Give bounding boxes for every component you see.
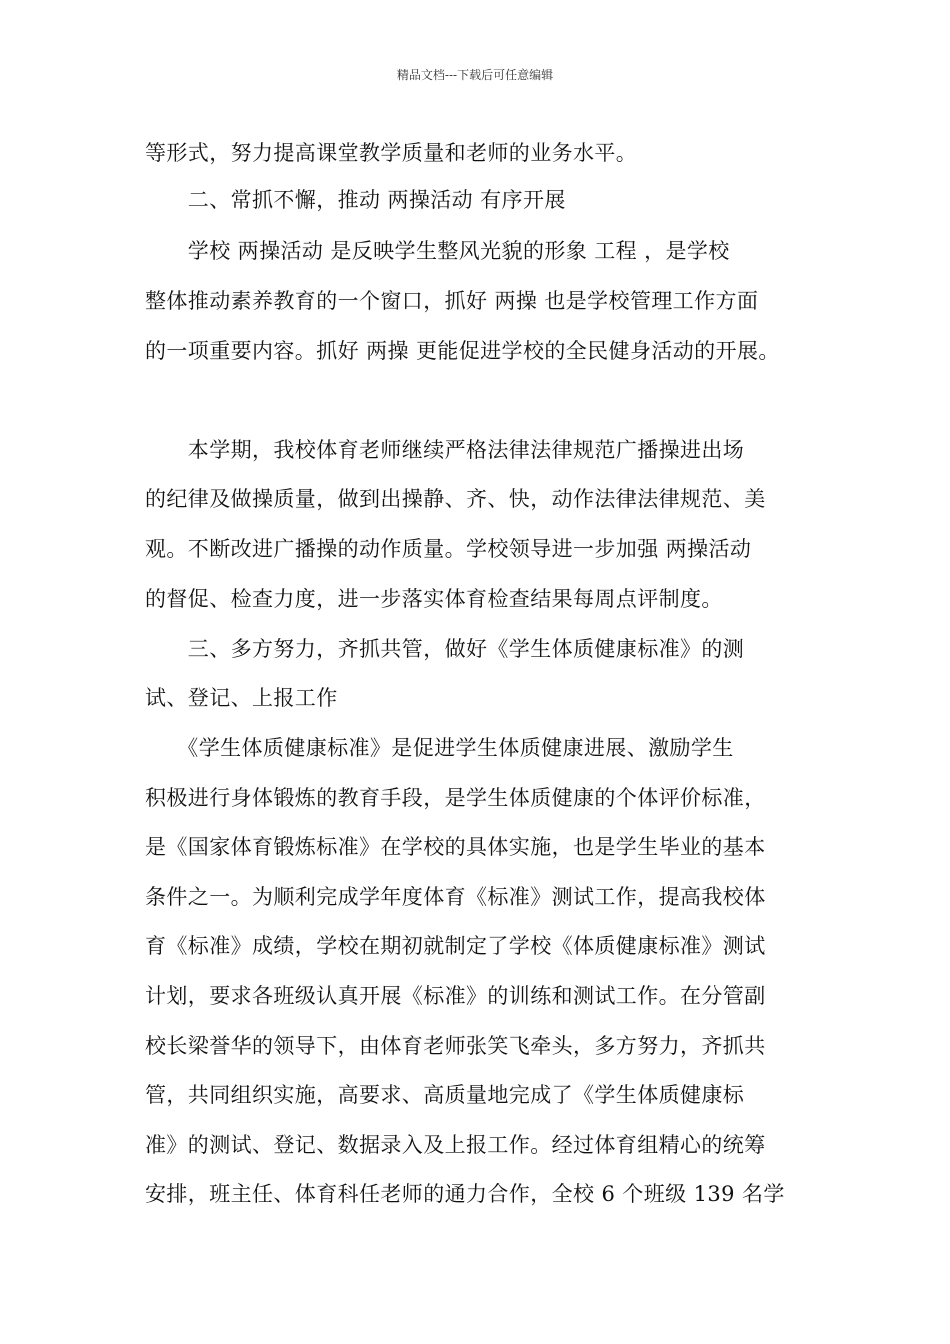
text-line: 准》的测试、登记、数据录入及上报工作。经过体育组精心的统筹 [145,1133,766,1157]
text-line: 积极进行身体锻炼的教育手段，是学生体质健康的个体评价标准， [145,786,766,810]
text-line: 校长梁誉华的领导下，由体育老师张笑飞牵头，多方努力，齐抓共 [145,1034,766,1058]
text-line: 学校 两操活动 是反映学生整风光貌的形象 工程 ，是学校 [145,239,730,263]
section-heading: 试、登记、上报工作 [145,686,338,710]
text-line: 育《标准》成绩，学校在期初就制定了学校《体质健康标准》测试 [145,934,766,958]
text-line: 整体推动素养教育的一个窗口，抓好 两操 也是学校管理工作方面 [145,289,759,313]
text-line: 条件之一。为顺利完成学年度体育《标准》测试工作，提高我校体 [145,885,766,909]
text-line: 《学生体质健康标准》是促进学生体质健康进展、激励学生 [145,736,734,760]
text-line: 等形式，努力提高课堂教学质量和老师的业务水平。 [145,141,638,165]
text-line: 的纪律及做操质量，做到出操静、齐、快，动作法律法律规范、美 [145,487,766,511]
text-line: 是《国家体育锻炼标准》在学校的具体实施，也是学生毕业的基本 [145,835,766,859]
text-line: 观。不断改进广播操的动作质量。学校领导进一步加强 两操活动 [145,537,752,561]
page-header: 精品文档---下载后可任意编辑 [396,68,554,82]
text-line: 管，共同组织实施，高要求、高质量地完成了《学生体质健康标 [145,1083,745,1107]
section-heading: 二、常抓不懈，推动 两操活动 有序开展 [145,188,566,212]
section-heading: 三、多方努力，齐抓共管，做好《学生体质健康标准》的测 [145,637,745,661]
text-line: 计划，要求各班级认真开展《标准》的训练和测试工作。在分管副 [145,984,766,1008]
text-line: 的一项重要内容。抓好 两操 更能促进学校的全民健身活动的开展。 [145,339,780,363]
text-line: 本学期，我校体育老师继续严格法律法律规范广播操进出场 [145,438,745,462]
text-line: 安排，班主任、体育科任老师的通力合作，全校 6 个班级 139 名学 [145,1182,785,1206]
text-line: 的督促、检查力度，进一步落实体育检查结果每周点评制度。 [145,587,723,611]
